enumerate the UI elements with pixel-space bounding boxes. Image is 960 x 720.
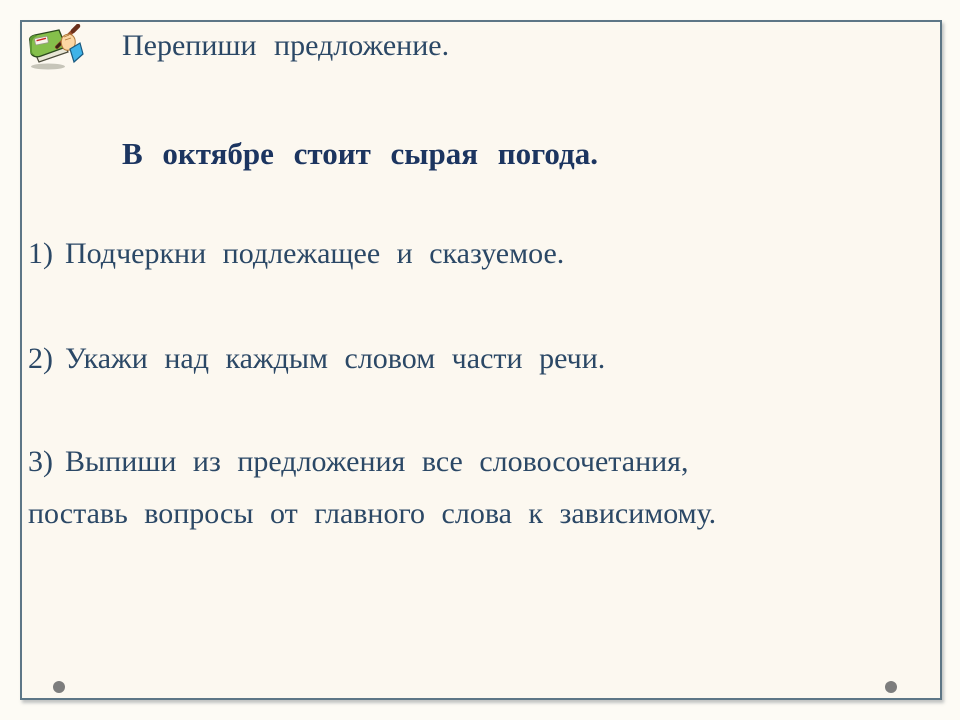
task-item-2 <box>28 341 933 377</box>
book-shadow <box>31 64 65 70</box>
notebook-with-pencil-icon <box>28 24 84 72</box>
task-text-line-2: поставь вопросы от главного слова к зависимому. <box>28 497 717 530</box>
task-text-line-1 <box>28 436 933 488</box>
task-number: 2) <box>28 342 53 375</box>
task-number: 3) <box>28 445 53 478</box>
task-text: Укажи над каждым словом части речи. <box>65 342 606 375</box>
task-item-1 <box>28 236 933 272</box>
instruction-title: Перепиши предложение. <box>122 29 450 62</box>
task-number: 1) <box>28 237 53 270</box>
bottom-left-dot <box>53 681 65 693</box>
task-item-3 <box>28 436 933 540</box>
task-text: Подчеркни подлежащее и сказуемое. <box>65 237 565 270</box>
exercise-sentence: В октябре стоит сырая погода. <box>122 136 598 171</box>
bottom-right-dot <box>885 681 897 693</box>
task-text: Выпиши из предложения все словосочетания, <box>65 445 689 478</box>
